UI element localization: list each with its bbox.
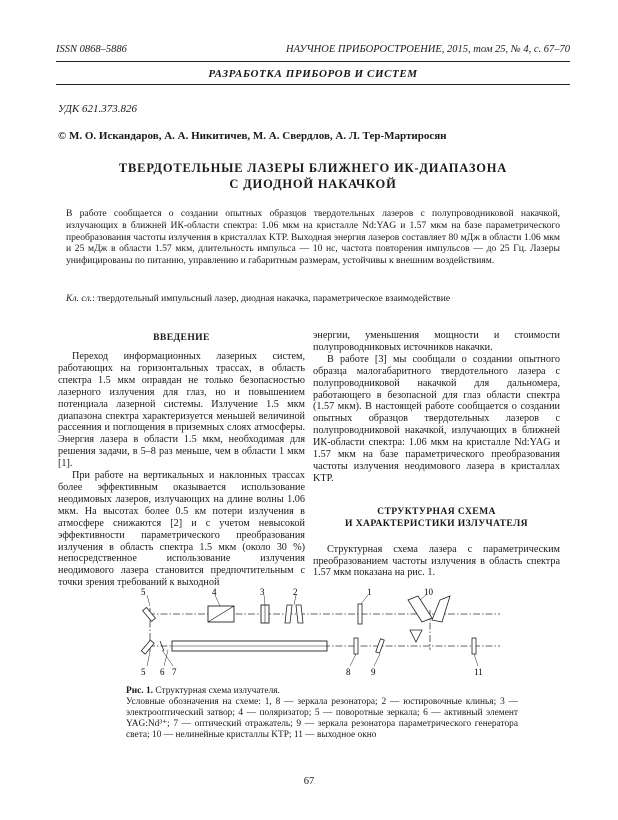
keywords bbox=[66, 293, 450, 304]
intro-paragraph-1: Переход информационных лазерных систем, работающих на горизонтальных трассах, в область спектра 1.5 мкм оправдан не только безопасностью лазерного излучения для глаз, но и повышением потенциала лазерной системы. Излучение 1.5 мкм диапазона спектра характеризуется меньшей величиной рассеяния и поглощения в приземных слоях атмосферы. Энергия лазера в области 1.5 мкм, необходимая для решения задачи, в 5–8 раз меньше, чем в области 1 мкм [1]. bbox=[58, 351, 305, 470]
header-rule-bottom bbox=[56, 84, 570, 85]
structure-heading-line-1: СТРУКТУРНАЯ СХЕМА bbox=[377, 505, 496, 517]
fig-label-10: 10 bbox=[424, 587, 433, 597]
fig-label-11: 11 bbox=[474, 667, 483, 677]
article-title bbox=[56, 160, 570, 192]
keywords-label: Кл. сл. bbox=[66, 293, 93, 304]
journal-citation: НАУЧНОЕ ПРИБОРОСТРОЕНИЕ, 2015, том 25, № 4, с. 67–70 bbox=[286, 44, 570, 55]
caption-title: Структурная схема излучателя. bbox=[153, 686, 280, 696]
turning-mirror-bottom bbox=[141, 640, 154, 654]
intro-paragraph-2: При работе на вертикальных и наклонных трассах более эффективным оказывается использование неодимовых лазеров, излучающих на длине волны 1.06 мкм. На высотах более 0.5 км потери излучения в атмосфере снижаются [2] и с учетом невысокой эффективности параметрического преобразования излучения в область спектра 1.5 мкм (около 30 %) непосредственное использование излучения неодимового лазера становится предпочтительным с точки зрения требований к выходной bbox=[58, 470, 305, 589]
udk-code: УДК 621.373.826 bbox=[58, 103, 138, 115]
ktp-crystal-2 bbox=[432, 596, 450, 622]
resonator-mirror-1 bbox=[358, 604, 362, 624]
alignment-wedge-1 bbox=[285, 605, 292, 623]
turning-mirror-top bbox=[143, 607, 156, 621]
right-paragraph-0: энергии, уменьшения мощности и стоимости полупроводниковых источников накачки. bbox=[313, 330, 560, 353]
fig-label-4: 4 bbox=[212, 587, 217, 597]
fig-label-7: 7 bbox=[172, 667, 177, 677]
structure-heading bbox=[313, 506, 560, 530]
right-paragraph-1: В работе [3] мы сообщали о создании опытного образца малогабаритного твердотельного лазера с полупроводниковой накачкой для дальномера, работающего в безопасной для глаз области спектра (1.57 мкм). В настоящей работе сообщается о создании опытных образцов твердотельных лазеров с полупроводниковой накачкой, излучающих в ближней ИК-области спектра: 1.06 мкм на кристалле Nd:YAG и 1.57 мкм на базе параметрического преобразования частоты излучения неодимового лазера в кристаллах KTP. bbox=[313, 353, 560, 484]
output-window bbox=[472, 638, 476, 654]
keywords-text: : твердотельный импульсный лазер, диодная накачка, параметрическое взаимодействие bbox=[92, 293, 451, 304]
fig-label-5-bottom: 5 bbox=[141, 667, 146, 677]
fig-label-1: 1 bbox=[367, 587, 372, 597]
alignment-wedge-2 bbox=[296, 605, 303, 623]
caption-body: Условные обозначения на схеме: 1, 8 — зеркала резонатора; 2 — юстировочные клинья; 3 — электрооптический затвор; 4 — поляризатор; 5 — поворотные зеркала; 6 — активный элемент YAG:Nd³⁺; 7 — оптический отражатель; 9 — зеркала резонатора параметрического генератора света; 10 — нелинейные кристаллы KTP; 11 — выходное окно bbox=[126, 697, 518, 740]
page-number: 67 bbox=[303, 776, 315, 787]
header-rule-top bbox=[56, 61, 570, 62]
journal-issn: ISSN 0868–5886 bbox=[56, 44, 127, 55]
caption-label: Рис. 1. bbox=[126, 686, 154, 696]
title-line-1: ТВЕРДОТЕЛЬНЫЕ ЛАЗЕРЫ БЛИЖНЕГО ИК-ДИАПАЗОНА bbox=[118, 161, 508, 175]
figure-caption bbox=[126, 686, 518, 741]
abstract: В работе сообщается о создании опытных образцов твердотельных лазеров с полупроводниковой накачкой, излучающих в ближней ИК-области спектра: 1.06 мкм на кристалле Nd:YAG и 1.57 мкм на базе параметрического преобразования частоты излучения в кристаллах KTP. Выходная энергия лазеров составляет 80 мДж в области 1.06 мкм и 25 мДж в области 1.57 мкм, длительность импульса — 10 нс, частота повторения импульсов — до 25 Гц. Лазеры унифицированы по питанию, управлению и габаритным размерам, устойчивы к внешним воздействиям. bbox=[66, 208, 560, 267]
title-line-2: С ДИОДНОЙ НАКАЧКОЙ bbox=[229, 177, 397, 191]
right-paragraph-2: Структурная схема лазера с параметрическим преобразованием частоты излучения в область спектра 1.57 мкм показана на рис. 1. bbox=[313, 543, 560, 579]
authors: © М. О. Искандаров, А. А. Никитичев, М. А. Свердлов, А. Л. Тер-Мартиросян bbox=[58, 130, 447, 142]
laser-scheme-diagram bbox=[120, 586, 520, 682]
intro-heading: ВВЕДЕНИЕ bbox=[153, 332, 210, 343]
resonator-mirror-8 bbox=[354, 638, 358, 654]
fig-label-3: 3 bbox=[260, 587, 265, 597]
right-column bbox=[313, 330, 560, 579]
fig-label-9: 9 bbox=[371, 667, 376, 677]
structure-heading-line-2: И ХАРАКТЕРИСТИКИ ИЗЛУЧАТЕЛЯ bbox=[345, 517, 528, 529]
section-title: РАЗРАБОТКА ПРИБОРОВ И СИСТЕМ bbox=[208, 68, 418, 80]
left-column bbox=[58, 351, 305, 589]
fig-label-2: 2 bbox=[293, 587, 298, 597]
fig-label-6: 6 bbox=[160, 667, 165, 677]
opo-mirror-9b bbox=[410, 630, 422, 642]
fig-label-8: 8 bbox=[346, 667, 351, 677]
fig-label-5-top: 5 bbox=[141, 587, 146, 597]
